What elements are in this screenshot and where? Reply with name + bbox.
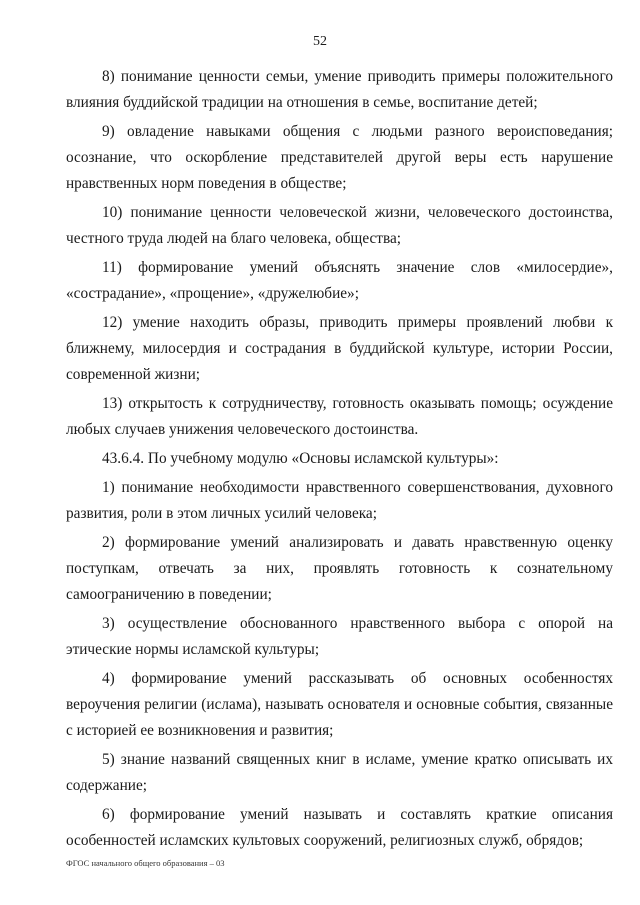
- paragraph-item-13: 13) открытость к сотрудничеству, готовность оказывать помощь; осуждение любых случаев унижения человеческого достоинства.: [66, 395, 613, 438]
- paragraph-item-11: 11) формирование умений объяснять значение слов «милосердие», «сострадание», «прощение», «дружелюбие»;: [66, 259, 613, 302]
- islam-item-5: 5) знание названий священных книг в исламе, умение кратко описывать их содержание;: [66, 751, 613, 794]
- islam-item-6: 6) формирование умений называть и составлять краткие описания особенностей исламских культовых сооружений, религиозных служб, обрядов;: [66, 806, 613, 849]
- footer-note: ФГОС начального общего образования – 03: [66, 858, 225, 868]
- paragraph-item-9: 9) овладение навыками общения с людьми разного вероисповедания; осознание, что оскорбление представителей другой веры есть нарушение нравственных норм поведения в обществе;: [66, 123, 613, 192]
- section-heading-43-6-4: 43.6.4. По учебному модулю «Основы исламской культуры»:: [102, 450, 499, 467]
- paragraph-item-12: 12) умение находить образы, приводить примеры проявлений любви к ближнему, милосердия и сострадания в буддийской культуре, истории России, современной жизни;: [66, 314, 613, 383]
- islam-item-1: 1) понимание необходимости нравственного совершенствования, духовного развития, роли в этом личных усилий человека;: [66, 479, 613, 522]
- paragraph-item-8: 8) понимание ценности семьи, умение приводить примеры положительного влияния буддийской традиции на отношения в семье, воспитание детей;: [66, 68, 613, 111]
- document-body: [66, 64, 613, 857]
- islam-item-4: 4) формирование умений рассказывать об основных особенностях вероучения религии (ислама), называть основателя и основные события, связанные с историей ее возникновения и развития;: [66, 670, 613, 739]
- islam-item-3: 3) осуществление обоснованного нравственного выбора с опорой на этические нормы исламской культуры;: [66, 615, 613, 658]
- paragraph-item-10: 10) понимание ценности человеческой жизни, человеческого достоинства, честного труда людей на благо человека, общества;: [66, 204, 613, 247]
- page-number: 52: [313, 34, 327, 49]
- islam-item-2: 2) формирование умений анализировать и давать нравственную оценку поступкам, отвечать за них, проявлять готовность к сознательному самоограничению в поведении;: [66, 534, 613, 603]
